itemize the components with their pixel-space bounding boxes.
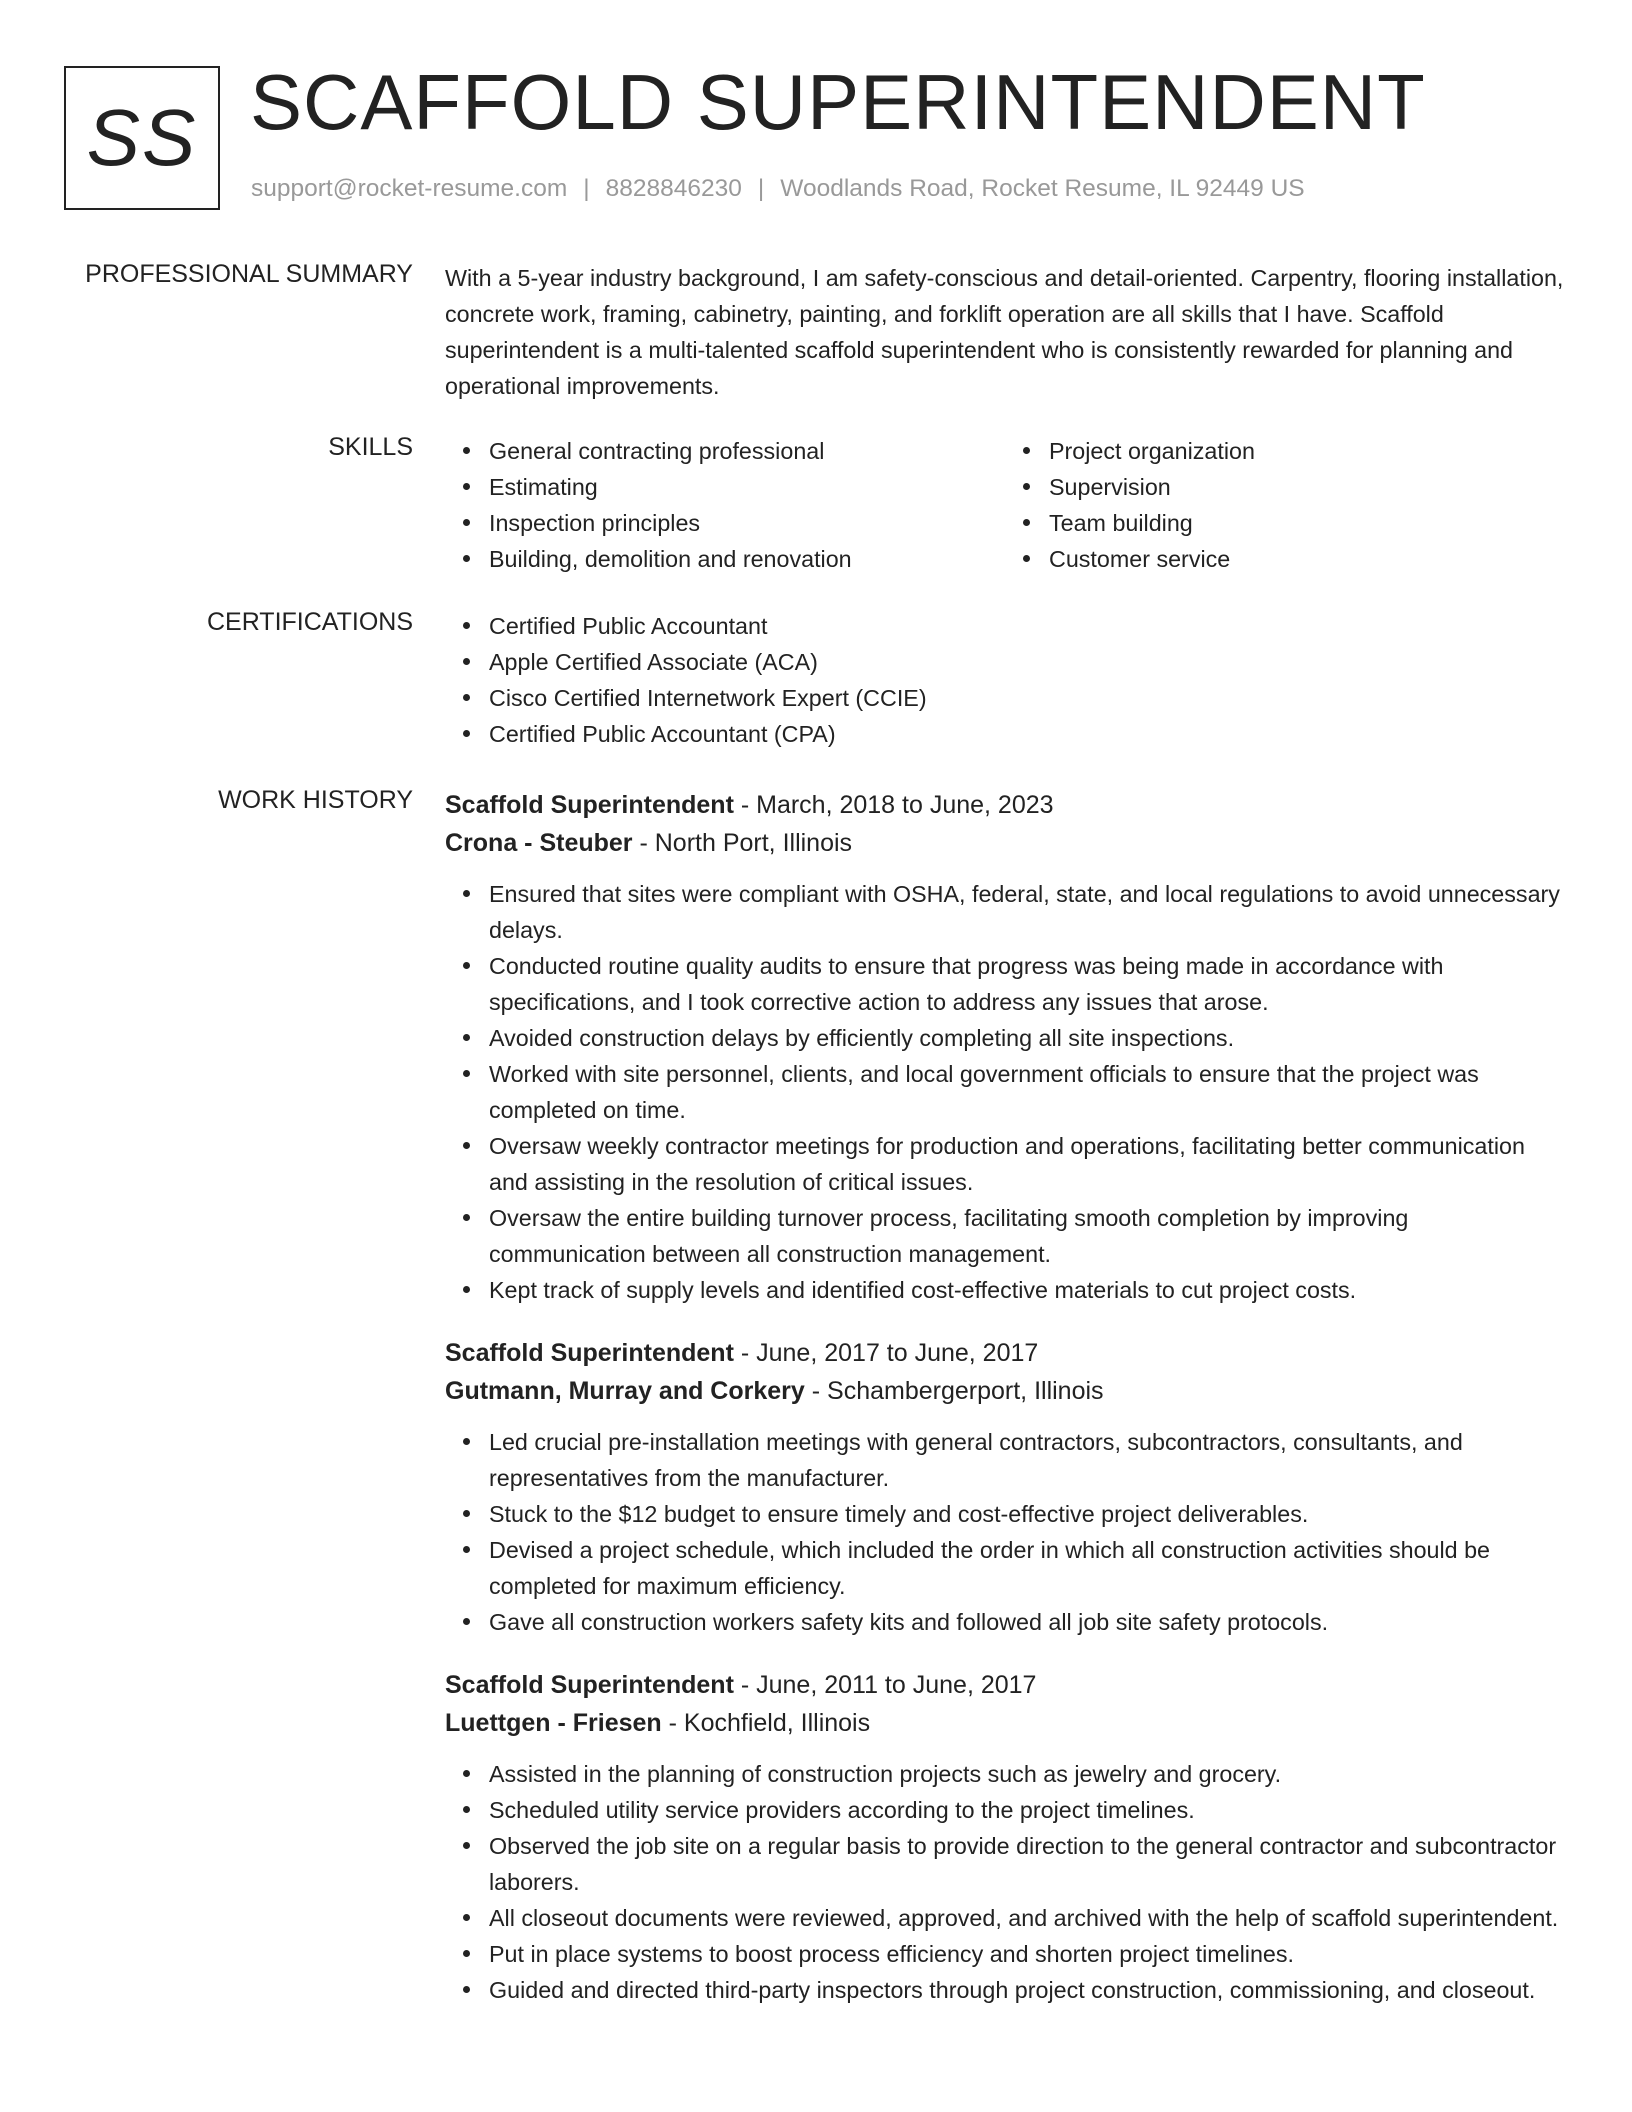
skill-item: Inspection principles — [489, 505, 1005, 541]
certification-item: Apple Certified Associate (ACA) — [489, 644, 1565, 680]
job-bullet: Avoided construction delays by efficiently completing all site inspections. — [489, 1020, 1565, 1056]
job-location: - Kochfield, Illinois — [661, 1709, 871, 1737]
job-company-line — [445, 1704, 1565, 1742]
skill-item: General contracting professional — [489, 433, 1005, 469]
contact-separator: | — [583, 175, 590, 202]
job-title: Scaffold Superintendent — [445, 1671, 734, 1699]
job-bullet: Put in place systems to boost process efficiency and shorten project timelines. — [489, 1936, 1565, 1972]
skills-list-left — [445, 433, 1005, 577]
job-bullet: Kept track of supply levels and identified cost-effective materials to cut project costs. — [489, 1272, 1565, 1308]
section-label-skills: SKILLS — [328, 433, 413, 461]
job-title-line — [445, 1666, 1565, 1704]
job-entry — [445, 1334, 1565, 1640]
section-label-certifications: CERTIFICATIONS — [206, 608, 413, 636]
job-title: Scaffold Superintendent — [445, 791, 734, 819]
contact-separator: | — [757, 175, 765, 202]
job-bullet: Oversaw the entire building turnover process, facilitating smooth completion by improving communication between all construction management. — [489, 1200, 1565, 1272]
job-bullet: Led crucial pre-installation meetings with general contractors, subcontractors, consultants, and representatives from the manufacturer. — [489, 1424, 1565, 1496]
contact-phone: 8828846230 — [605, 175, 742, 202]
job-bullets — [445, 1756, 1565, 2008]
job-bullets — [445, 1424, 1565, 1640]
job-bullet: All closeout documents were reviewed, approved, and archived with the help of scaffold superintendent. — [489, 1900, 1565, 1936]
job-bullet: Oversaw weekly contractor meetings for production and operations, facilitating better communication and assisting in the resolution of critical issues. — [489, 1128, 1565, 1200]
skill-item: Supervision — [1049, 469, 1565, 505]
section-label-work-history: WORK HISTORY — [218, 786, 413, 814]
contact-email: support@rocket-resume.com — [251, 175, 568, 202]
job-bullet: Ensured that sites were compliant with OSHA, federal, state, and local regulations to avoid unnecessary delays. — [489, 876, 1565, 948]
skills-list-right — [1005, 433, 1565, 577]
contact-line — [251, 175, 1305, 203]
summary-text: With a 5-year industry background, I am safety-conscious and detail-oriented. Carpentry, flooring installation, concrete work, framing, cabinetry, painting, and forklift operation are all skills that I have. Scaffold superintendent is a multi-talented scaffold superintendent who is consistently rewarded for planning and operational improvements. — [445, 265, 1564, 399]
job-bullet: Scheduled utility service providers according to the project timelines. — [489, 1792, 1565, 1828]
job-company: Luettgen - Friesen — [445, 1709, 662, 1737]
job-company-line — [445, 1372, 1565, 1410]
monogram-logo: SS — [64, 66, 220, 210]
job-bullets — [445, 876, 1565, 1308]
job-entry — [445, 1666, 1565, 2008]
job-bullet: Conducted routine quality audits to ensure that progress was being made in accordance with specifications, and I took corrective action to address any issues that arose. — [489, 948, 1565, 1020]
job-dates: - June, 2011 to June, 2017 — [733, 1671, 1037, 1699]
job-dates: - March, 2018 to June, 2023 — [733, 791, 1054, 819]
job-location: - North Port, Illinois — [632, 829, 853, 857]
job-bullet: Gave all construction workers safety kits and followed all job site safety protocols. — [489, 1604, 1565, 1640]
skill-item: Building, demolition and renovation — [489, 541, 1005, 577]
job-bullet: Assisted in the planning of construction projects such as jewelry and grocery. — [489, 1756, 1565, 1792]
job-bullet: Devised a project schedule, which included the order in which all construction activities should be completed for maximum efficiency. — [489, 1532, 1565, 1604]
job-title-line — [445, 1334, 1565, 1372]
skill-item: Estimating — [489, 469, 1005, 505]
work-history-list — [445, 786, 1565, 2034]
candidate-name: SCAFFOLD SUPERINTENDENT — [250, 58, 1426, 146]
certification-item: Cisco Certified Internetwork Expert (CCIE) — [489, 680, 1565, 716]
certification-item: Certified Public Accountant (CPA) — [489, 716, 1565, 752]
certifications-list — [445, 608, 1565, 752]
job-company: Crona - Steuber — [445, 829, 633, 857]
job-company: Gutmann, Murray and Corkery — [445, 1377, 805, 1405]
job-bullet: Worked with site personnel, clients, and local government officials to ensure that the project was completed on time. — [489, 1056, 1565, 1128]
contact-address: Woodlands Road, Rocket Resume, IL 92449 US — [780, 175, 1305, 202]
skill-item: Customer service — [1049, 541, 1565, 577]
skill-item: Project organization — [1049, 433, 1565, 469]
job-location: - Schambergerport, Illinois — [804, 1377, 1104, 1405]
job-bullet: Observed the job site on a regular basis to provide direction to the general contractor and subcontractor laborers. — [489, 1828, 1565, 1900]
job-entry — [445, 786, 1565, 1308]
skill-item: Team building — [1049, 505, 1565, 541]
job-dates: - June, 2017 to June, 2017 — [733, 1339, 1039, 1367]
certification-item: Certified Public Accountant — [489, 608, 1565, 644]
section-label-summary: PROFESSIONAL SUMMARY — [85, 260, 413, 288]
job-title-line — [445, 786, 1565, 824]
job-bullet: Stuck to the $12 budget to ensure timely and cost-effective project deliverables. — [489, 1496, 1565, 1532]
job-bullet: Guided and directed third-party inspectors through project construction, commissioning, and closeout. — [489, 1972, 1565, 2008]
job-title: Scaffold Superintendent — [445, 1339, 734, 1367]
job-company-line — [445, 824, 1565, 862]
